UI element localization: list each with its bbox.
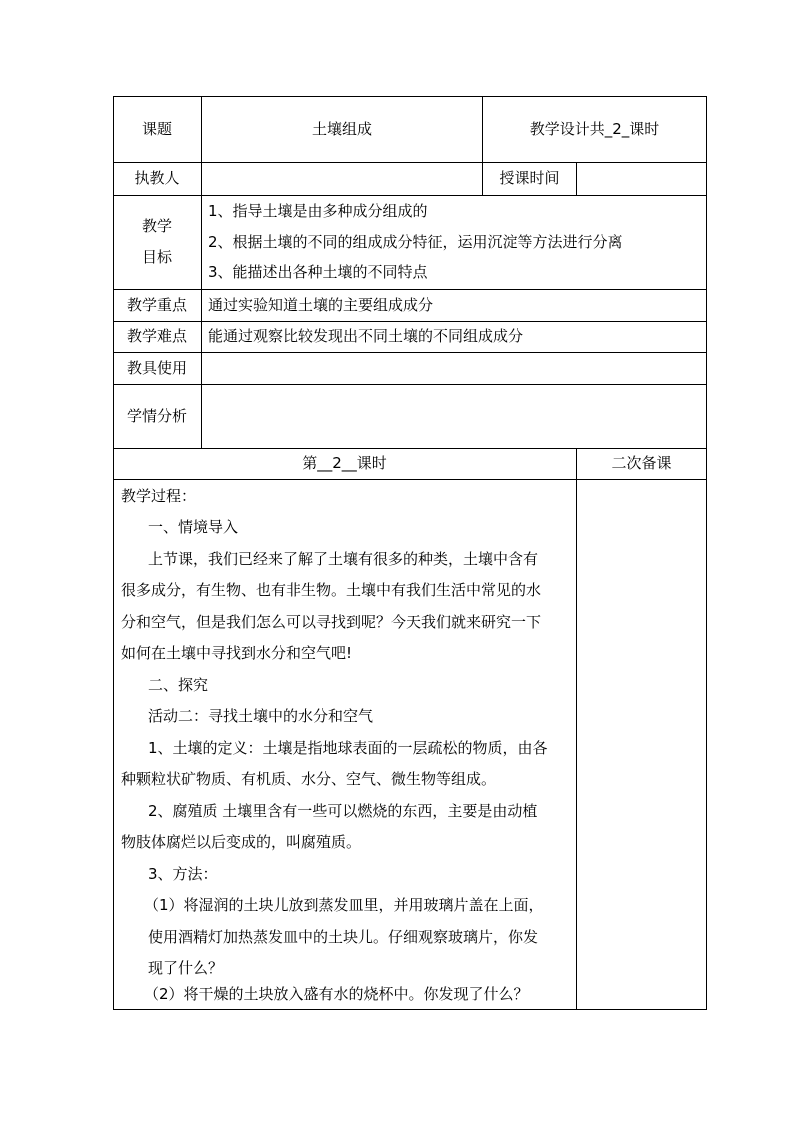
process-line: 2、腐殖质 土壤里含有一些可以燃烧的东西，主要是由动植	[148, 802, 538, 820]
difficulties-label: 教学难点	[126, 327, 187, 345]
process-line: 现了什么？	[148, 959, 224, 977]
teacher-value	[202, 162, 482, 195]
rule	[113, 1009, 707, 1010]
lesson-plan-table	[113, 96, 707, 1010]
second-prep-label: 二次备课	[611, 454, 672, 472]
rule	[113, 479, 707, 480]
rule	[113, 195, 707, 196]
time-label: 授课时间	[499, 169, 560, 187]
process-line: 很多成分，有生物、也有非生物。土壤中有我们生活中常见的水	[121, 581, 542, 599]
key-points-label: 教学重点	[126, 295, 187, 314]
analysis-label: 学情分析	[126, 406, 187, 425]
process-line: 活动二：寻找土壤中的水分和空气	[148, 707, 374, 725]
goals-label	[113, 195, 201, 289]
process-line: 1、土壤的定义：土壤是指地球表面的一层疏松的物质，由各	[148, 739, 548, 757]
goals-label-line1: 教学	[141, 217, 172, 235]
process-line: 物肢体腐烂以后变成的，叫腐殖质。	[121, 833, 362, 851]
key-points-value: 通过实验知道土壤的主要组成成分	[208, 295, 434, 314]
difficulties-value: 能通过观察比较发现出不同土壤的不同组成成分	[208, 327, 524, 345]
goal-item: 3、能描述出各种土壤的不同特点	[208, 263, 428, 281]
goals-label-line2: 目标	[141, 248, 172, 266]
process-line: 如何在土壤中寻找到水分和空气吧!	[121, 644, 353, 662]
process-line: 教学过程：	[121, 487, 197, 505]
process-line: （1）将湿润的土块儿放到蒸发皿里，并用玻璃片盖在上面，	[144, 896, 544, 914]
process-line: 使用酒精灯加热蒸发皿中的土块儿。仔细观察玻璃片，你发	[148, 928, 539, 946]
topic-value: 土壤组成	[311, 119, 372, 138]
rule	[576, 448, 577, 1009]
process-line: 分和空气，但是我们怎么可以寻找到呢？今天我们就来研究一下	[121, 613, 542, 631]
analysis-value	[208, 384, 698, 448]
tools-label: 教具使用	[126, 358, 187, 377]
goal-item: 1、指导土壤是由多种成分组成的	[208, 202, 428, 220]
design-count: 教学设计共_2_课时	[529, 119, 660, 138]
process-line: 二、探究	[148, 676, 209, 694]
rule	[706, 96, 707, 1010]
tools-value	[208, 352, 698, 384]
process-line: 上节课，我们已经来了解了土壤有很多的种类，土壤中含有	[148, 550, 539, 568]
goal-item: 2、根据土壤的不同的组成成分特征，运用沉淀等方法进行分离	[208, 233, 623, 251]
process-line: 一、情境导入	[148, 518, 239, 536]
lesson-heading: 第__2__课时	[302, 454, 387, 472]
process-line: 3、方法：	[148, 865, 218, 883]
topic-label: 课题	[141, 119, 172, 138]
process-line: 种颗粒状矿物质、有机质、水分、空气、微生物等组成。	[121, 770, 497, 788]
time-value	[577, 162, 706, 195]
teacher-label: 执教人	[134, 169, 180, 187]
process-line: （2）将干燥的土块放入盛有水的烧杯中。你发现了什么？	[144, 985, 529, 1003]
